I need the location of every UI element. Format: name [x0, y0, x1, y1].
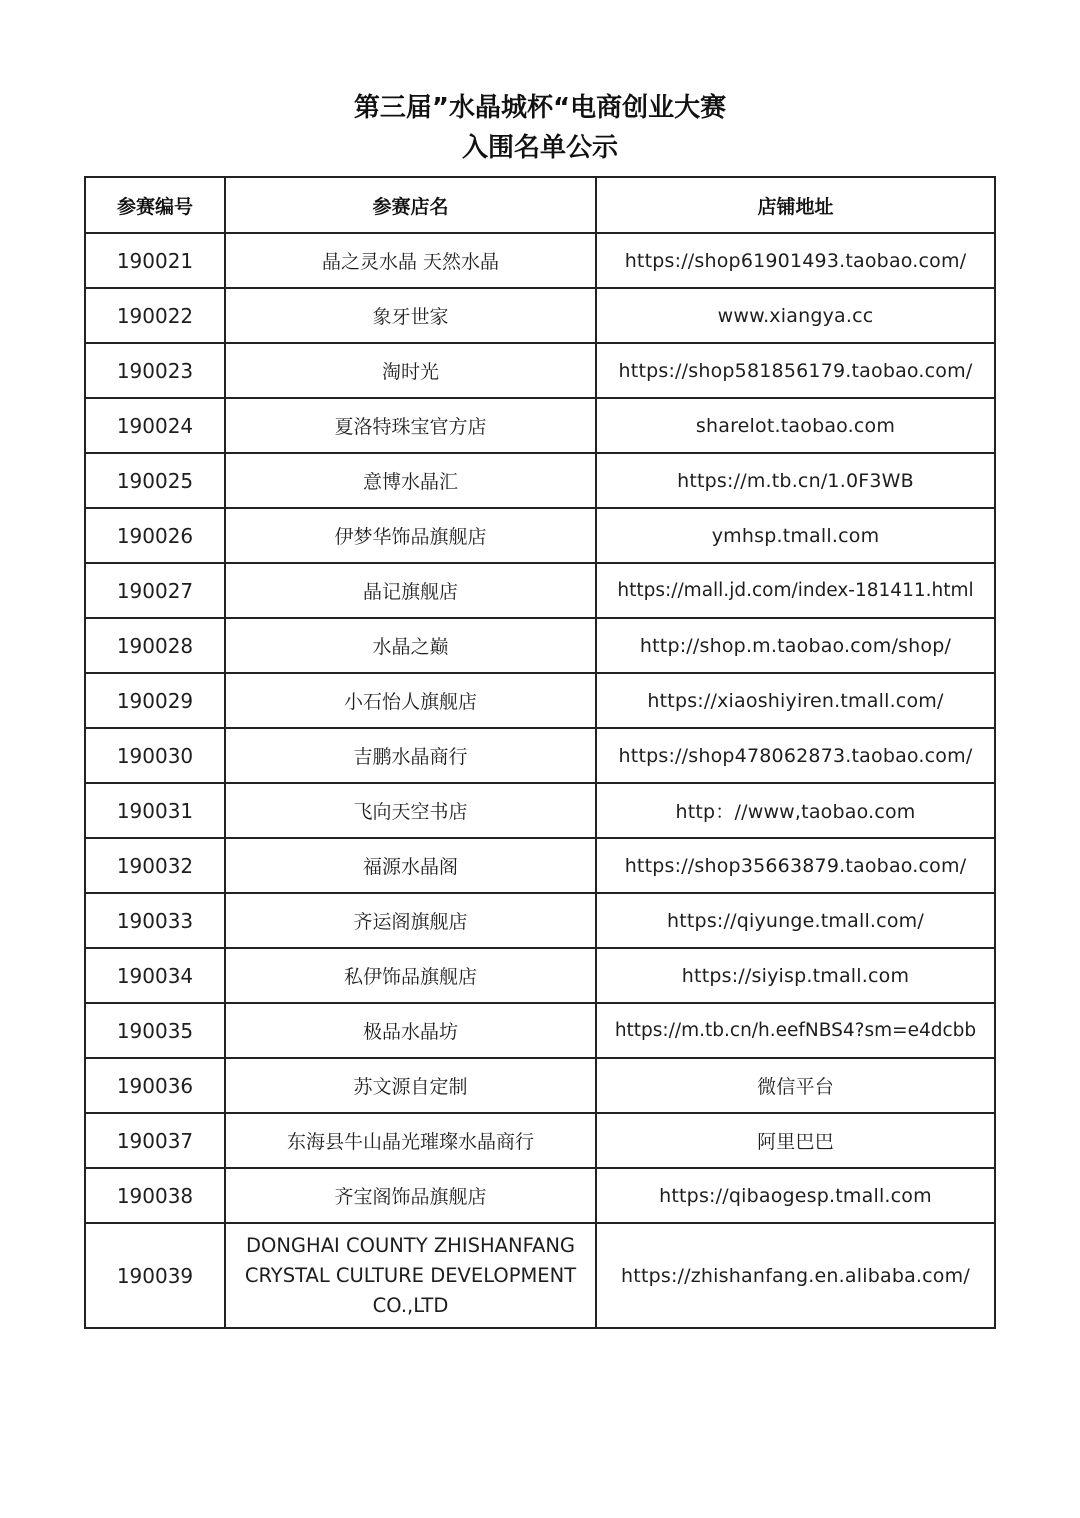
table-row	[85, 1168, 995, 1223]
shop-address: https://shop61901493.taobao.com/	[596, 233, 995, 288]
entry-id: 190025	[85, 453, 225, 508]
shop-name: 极品水晶坊	[225, 1003, 596, 1058]
entry-id: 190035	[85, 1003, 225, 1058]
table-row	[85, 343, 995, 398]
shop-name: 私伊饰品旗舰店	[225, 948, 596, 1003]
header-shop-address: 店铺地址	[596, 177, 995, 233]
entry-id: 190029	[85, 673, 225, 728]
shop-address: 微信平台	[596, 1058, 995, 1113]
entry-id: 190024	[85, 398, 225, 453]
entry-id: 190026	[85, 508, 225, 563]
shop-name: DONGHAI COUNTY ZHISHANFANG CRYSTAL CULTURE DEVELOPMENT CO.,LTD	[225, 1223, 596, 1328]
shop-address: http://shop.m.taobao.com/shop/	[596, 618, 995, 673]
table-row	[85, 1003, 995, 1058]
finalist-table	[84, 176, 996, 1329]
entry-id: 190023	[85, 343, 225, 398]
table-row	[85, 783, 995, 838]
shop-name: 齐运阁旗舰店	[225, 893, 596, 948]
shop-name: 吉鹏水晶商行	[225, 728, 596, 783]
entry-id: 190032	[85, 838, 225, 893]
shop-address: https://mall.jd.com/index-181411.html	[596, 563, 995, 618]
entry-id: 190034	[85, 948, 225, 1003]
shop-name: 象牙世家	[225, 288, 596, 343]
shop-name: 苏文源自定制	[225, 1058, 596, 1113]
table-row	[85, 618, 995, 673]
entry-id: 190027	[85, 563, 225, 618]
shop-address: https://shop478062873.taobao.com/	[596, 728, 995, 783]
shop-name: 齐宝阁饰品旗舰店	[225, 1168, 596, 1223]
finalist-table-container	[84, 176, 994, 1329]
shop-address: https://qibaogesp.tmall.com	[596, 1168, 995, 1223]
shop-address: sharelot.taobao.com	[596, 398, 995, 453]
entry-id: 190022	[85, 288, 225, 343]
shop-address: https://m.tb.cn/1.0F3WB	[596, 453, 995, 508]
table-row	[85, 1223, 995, 1328]
shop-name: 东海县牛山晶光璀璨水晶商行	[225, 1113, 596, 1168]
shop-address: https://siyisp.tmall.com	[596, 948, 995, 1003]
table-row	[85, 563, 995, 618]
shop-address: ymhsp.tmall.com	[596, 508, 995, 563]
entry-id: 190038	[85, 1168, 225, 1223]
shop-name: 意博水晶汇	[225, 453, 596, 508]
header-entry-id: 参赛编号	[85, 177, 225, 233]
entry-id: 190021	[85, 233, 225, 288]
shop-address: 阿里巴巴	[596, 1113, 995, 1168]
entry-id: 190028	[85, 618, 225, 673]
table-row	[85, 398, 995, 453]
shop-address: https://shop581856179.taobao.com/	[596, 343, 995, 398]
shop-name: 水晶之巅	[225, 618, 596, 673]
document-title	[0, 88, 1080, 168]
shop-address: https://shop35663879.taobao.com/	[596, 838, 995, 893]
entry-id: 190036	[85, 1058, 225, 1113]
table-row	[85, 673, 995, 728]
shop-address: https://zhishanfang.en.alibaba.com/	[596, 1223, 995, 1328]
shop-name: 小石怡人旗舰店	[225, 673, 596, 728]
table-row	[85, 893, 995, 948]
table-row	[85, 838, 995, 893]
shop-name: 晶之灵水晶 天然水晶	[225, 233, 596, 288]
table-row	[85, 728, 995, 783]
table-row	[85, 453, 995, 508]
table-row	[85, 288, 995, 343]
table-row	[85, 508, 995, 563]
entry-id: 190031	[85, 783, 225, 838]
header-shop-name: 参赛店名	[225, 177, 596, 233]
table-row	[85, 948, 995, 1003]
table-row	[85, 233, 995, 288]
shop-name: 飞向天空书店	[225, 783, 596, 838]
table-row	[85, 1058, 995, 1113]
entry-id: 190039	[85, 1223, 225, 1328]
shop-address: https://xiaoshiyiren.tmall.com/	[596, 673, 995, 728]
shop-name: 夏洛特珠宝官方店	[225, 398, 596, 453]
table-header-row	[85, 177, 995, 233]
shop-address: https://qiyunge.tmall.com/	[596, 893, 995, 948]
entry-id: 190033	[85, 893, 225, 948]
shop-name: 福源水晶阁	[225, 838, 596, 893]
shop-name: 伊梦华饰品旗舰店	[225, 508, 596, 563]
shop-address: https://m.tb.cn/h.eefNBS4?sm=e4dcbb	[596, 1003, 995, 1058]
shop-name: 晶记旗舰店	[225, 563, 596, 618]
table-row	[85, 1113, 995, 1168]
title-line-1: 第三届”水晶城杯“电商创业大赛	[353, 93, 727, 123]
title-line-2: 入围名单公示	[461, 133, 618, 163]
shop-address: http：//www,taobao.com	[596, 783, 995, 838]
shop-name: 淘时光	[225, 343, 596, 398]
entry-id: 190037	[85, 1113, 225, 1168]
entry-id: 190030	[85, 728, 225, 783]
shop-address: www.xiangya.cc	[596, 288, 995, 343]
